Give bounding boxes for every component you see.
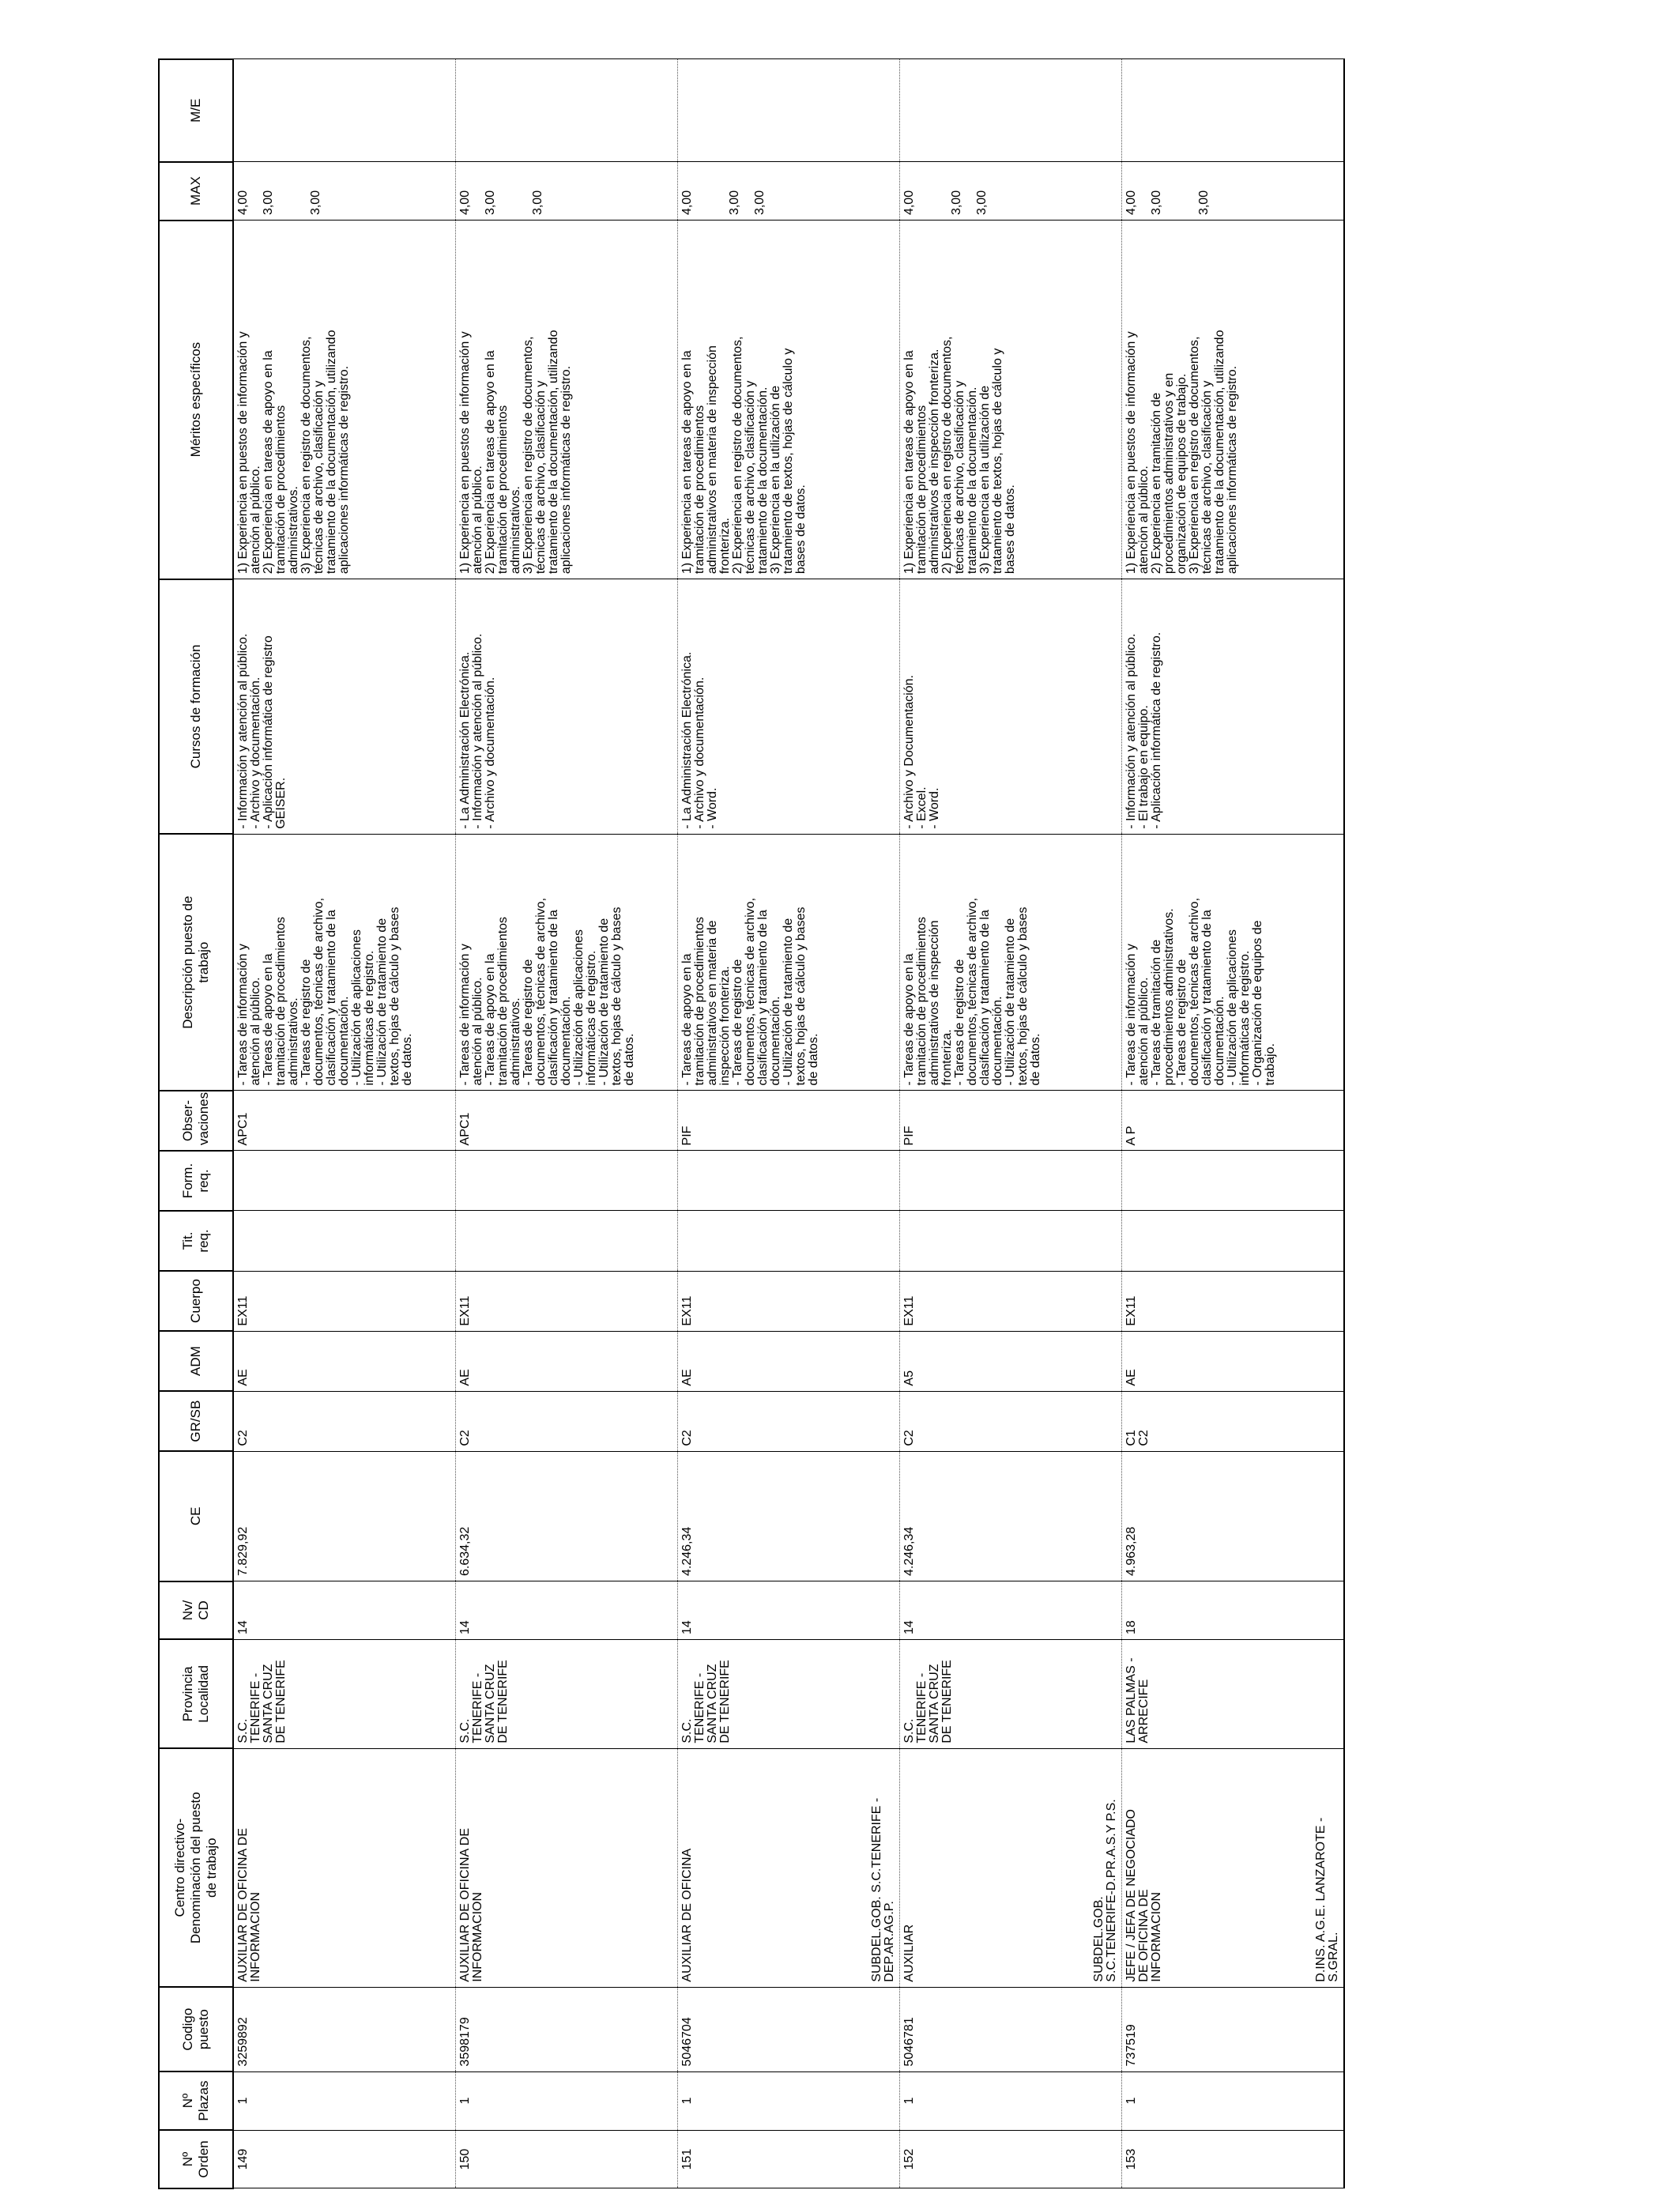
header-meritos: Méritos específicos [159,221,233,579]
cell-max [233,162,456,221]
job-title: JEFE / JEFA DE NEGOCIADO DE OFICINA DE INFORMACION [1124,1809,1163,1982]
cell-orden: 151 [678,2130,900,2188]
cell-form [900,1151,1122,1211]
max-value: 3,00 [309,190,322,216]
max-value: 4,00 [236,190,250,216]
cell-grupo: C1 C2 [1122,1391,1345,1451]
cell-orden: 153 [1122,2130,1345,2188]
max-value: 3,00 [531,190,544,216]
cell-me [1122,59,1345,162]
cell-cursos: - La Administración Electrónica. - Información y atención al público. - Archivo y documentación. [456,579,678,835]
table-row [1122,59,1345,2188]
cell-codigo: 737519 [1122,1987,1345,2071]
header-orden: Nº Orden [159,2130,233,2188]
max-value: 4,00 [902,190,916,216]
job-title: AUXILIAR DE OFICINA DE INFORMACION [458,1828,484,1982]
cell-nivel: 14 [678,1581,900,1640]
cell-observaciones: APC1 [456,1091,678,1151]
cell-tit [1122,1211,1345,1271]
cell-descripcion: - Tareas de apoyo en la tramitación de procedimientos administrativos de inspección fronteriza. - Tareas de registro de documentos, técnicas de archivo, clasificación y tratamiento de la documentación. - Utilización de tratamiento de textos, hojas de cálculo y bases de datos. [900,834,1122,1091]
cell-meritos: 1) Experiencia en puestos de información y atención al público. 2) Experiencia en tareas de apoyo en la tramitación de procedimientos administrativos. 3) Experiencia en registro de documentos, técnicas de archivo, clasificación y tratamiento de la documentación, utilizando aplicaciones informáticas de registro. [456,221,678,579]
cell-codigo: 3598179 [456,1987,678,2071]
cell-nivel: 14 [900,1581,1122,1640]
max-value: 3,00 [262,190,275,216]
cell-me [678,59,900,162]
header-adm: ADM [159,1331,233,1391]
cell-me [900,59,1122,162]
job-title: AUXILIAR DE OFICINA [680,1848,694,1982]
cell-plazas: 1 [456,2071,678,2130]
cell-max [900,162,1122,221]
cell-descripcion: - Tareas de apoyo en la tramitación de procedimientos administrativos en materia de inspección fronteriza. - Tareas de registro de documentos, técnicas de archivo, clasificación y tratamiento de la documentación. - Utilización de tratamiento de textos, hojas de cálculo y bases de datos. [678,834,900,1091]
cell-tit [678,1211,900,1271]
table-row [900,59,1122,2188]
header-nivel: Nv/ CD [159,1581,233,1640]
cell-provincia: S.C. TENERIFE - SANTA CRUZ DE TENERIFE [233,1639,456,1748]
cell-adm: A5 [900,1331,1122,1391]
cell-plazas: 1 [233,2071,456,2130]
cell-grupo: C2 [233,1391,456,1451]
cell-provincia: LAS PALMAS - ARRECIFE [1122,1639,1345,1748]
header-provincia: Provincia Localidad [159,1639,233,1748]
cell-observaciones: PIF [678,1091,900,1151]
max-value: 3,00 [1150,190,1163,216]
header-observaciones: Obser- vaciones [159,1091,233,1151]
cell-codigo: 3259892 [233,1987,456,2071]
job-title: AUXILIAR DE OFICINA DE INFORMACION [236,1828,262,1982]
cell-provincia: S.C. TENERIFE - SANTA CRUZ DE TENERIFE [678,1639,900,1748]
header-max: MAX [159,162,233,221]
cell-form [456,1151,678,1211]
cell-grupo: C2 [900,1391,1122,1451]
max-value: 4,00 [680,190,694,216]
header-cursos: Cursos de formación [159,579,233,835]
cell-observaciones: A P [1122,1091,1345,1151]
max-value: 3,00 [753,190,767,216]
cell-ce: 7.829,92 [233,1451,456,1581]
cell-plazas: 1 [678,2071,900,2130]
cell-codigo: 5046781 [900,1987,1122,2071]
cell-provincia: S.C. TENERIFE - SANTA CRUZ DE TENERIFE [456,1639,678,1748]
table-row [233,59,456,2188]
cell-ce: 6.634,32 [456,1451,678,1581]
cell-centro [678,1748,900,1987]
cell-adm: AE [456,1331,678,1391]
positions-table [158,58,1345,2189]
cell-adm: AE [233,1331,456,1391]
cell-cuerpo: EX11 [678,1271,900,1331]
header-row [159,59,233,2188]
cell-ce: 4.963,28 [1122,1451,1345,1581]
max-value: 3,00 [484,190,497,216]
cell-nivel: 18 [1122,1581,1345,1640]
header-tit: Tit. req. [159,1211,233,1271]
rotated-page [158,58,1596,2189]
cell-nivel: 14 [233,1581,456,1640]
cell-provincia: S.C. TENERIFE - SANTA CRUZ DE TENERIFE [900,1639,1122,1748]
cell-adm: AE [1122,1331,1345,1391]
cell-descripcion: - Tareas de información y atención al público. - Tareas de apoyo en la tramitación de procedimientos administrativos. - Tareas de registro de documentos, técnicas de archivo, clasificación y tratamiento de la documentación. - Utilización de aplicaciones informáticas de registro. - Utilización de tratamiento de textos, hojas de cálculo y bases de datos. [456,834,678,1091]
cell-grupo: C2 [678,1391,900,1451]
job-title: AUXILIAR [902,1924,916,1982]
header-ce: CE [159,1451,233,1581]
cell-form [1122,1151,1345,1211]
cell-centro [900,1748,1122,1987]
max-value: 4,00 [458,190,472,216]
cell-ce: 4.246,34 [900,1451,1122,1581]
cell-observaciones: APC1 [233,1091,456,1151]
cell-orden: 149 [233,2130,456,2188]
cell-nivel: 14 [456,1581,678,1640]
cell-orden: 152 [900,2130,1122,2188]
cell-ce: 4.246,34 [678,1451,900,1581]
cell-cursos: - Información y atención al público. - Archivo y documentación. - Aplicación informática de registro GEISER. [233,579,456,835]
directive-center: SUBDEL.GOB. S.C.TENERIFE-D.PR.A.S.Y P.S. [1092,1799,1118,1982]
cell-cursos: - Información y atención al público. - El trabajo en equipo. - Aplicación informática de registro. [1122,579,1345,835]
cell-tit [456,1211,678,1271]
cell-plazas: 1 [900,2071,1122,2130]
cell-meritos: 1) Experiencia en puestos de información y atención al público. 2) Experiencia en tramitación de procedimientos administrativos y en organización de equipos de trabajo. 3) Experiencia en registro de documentos, técnicas de archivo, clasificación y tratamiento de la documentación, utilizando aplicaciones informáticas de registro. [1122,221,1345,579]
header-codigo: Codigo puesto [159,1987,233,2071]
max-value: 3,00 [975,190,989,216]
cell-plazas: 1 [1122,2071,1345,2130]
cell-cuerpo: EX11 [456,1271,678,1331]
header-me: M/E [159,59,233,162]
cell-max [678,162,900,221]
max-value: 4,00 [1124,190,1138,216]
cell-max [1122,162,1345,221]
cell-form [233,1151,456,1211]
table-row [678,59,900,2188]
header-grupo: GR/SB [159,1391,233,1451]
cell-centro [233,1748,456,1987]
cell-tit [900,1211,1122,1271]
cell-meritos: 1) Experiencia en tareas de apoyo en la tramitación de procedimientos administrativos en materia de inspección fronteriza. 2) Experiencia en registro de documentos, técnicas de archivo, clasificación y tratamiento de la documentación. 3) Experiencia en la utilización de tratamiento de textos, hojas de cálculo y bases de datos. [678,221,900,579]
cell-cuerpo: EX11 [233,1271,456,1331]
cell-descripcion: - Tareas de información y atención al público. - Tareas de tramitación de procedimientos administrativos. - Tareas de registro de documentos, técnicas de archivo, clasificación y tratamiento de la documentación. - Utilización de aplicaciones informáticas de registro. - Organización de equipos de trabajo. [1122,834,1345,1091]
cell-observaciones: PIF [900,1091,1122,1151]
cell-meritos: 1) Experiencia en tareas de apoyo en la tramitación de procedimientos administrativos de inspección fronteriza. 2) Experiencia en registro de documentos, técnicas de archivo, clasificación y tratamiento de la documentación. 3) Experiencia en la utilización de tratamiento de textos, hojas de cálculo y bases de datos. [900,221,1122,579]
max-value: 3,00 [728,190,741,216]
header-descripcion: Descripción puesto de trabajo [159,834,233,1091]
cell-form [678,1151,900,1211]
cell-cursos: - La Administración Electrónica. - Archivo y documentación. - Word. [678,579,900,835]
header-plazas: Nº Plazas [159,2071,233,2130]
table-row [456,59,678,2188]
header-cuerpo: Cuerpo [159,1271,233,1331]
directive-center: SUBDEL.GOB. S.C.TENERIFE - DEP.AR.AG.P. [870,1797,896,1982]
cell-me [456,59,678,162]
cell-orden: 150 [456,2130,678,2188]
header-form: Form. req. [159,1151,233,1211]
cell-me [233,59,456,162]
cell-centro [456,1748,678,1987]
cell-adm: AE [678,1331,900,1391]
cell-max [456,162,678,221]
cell-centro [1122,1748,1345,1987]
cell-cursos: - Archivo y Documentación. - Excel. - Word. [900,579,1122,835]
header-centro: Centro directivo- Denominación del puesto de trabajo [159,1748,233,1987]
max-value: 3,00 [950,190,963,216]
cell-meritos: 1) Experiencia en puestos de información y atención al público. 2) Experiencia en tareas de apoyo en la tramitación de procedimientos administrativos. 3) Experiencia en registro de documentos, técnicas de archivo, clasificación y tratamiento de la documentación, utilizando aplicaciones informáticas de registro. [233,221,456,579]
max-value: 3,00 [1197,190,1211,216]
cell-tit [233,1211,456,1271]
directive-center: D.INS. A.G.E. LANZAROTE - S.GRAL. [1314,1817,1340,1982]
cell-grupo: C2 [456,1391,678,1451]
cell-cuerpo: EX11 [1122,1271,1345,1331]
cell-codigo: 5046704 [678,1987,900,2071]
cell-descripcion: - Tareas de información y atención al público. - Tareas de apoyo en la tramitación de procedimientos administrativos. - Tareas de registro de documentos, técnicas de archivo, clasificación y tratamiento de la documentación. - Utilización de aplicaciones informáticas de registro. - Utilización de tratamiento de textos, hojas de cálculo y bases de datos. [233,834,456,1091]
cell-cuerpo: EX11 [900,1271,1122,1331]
